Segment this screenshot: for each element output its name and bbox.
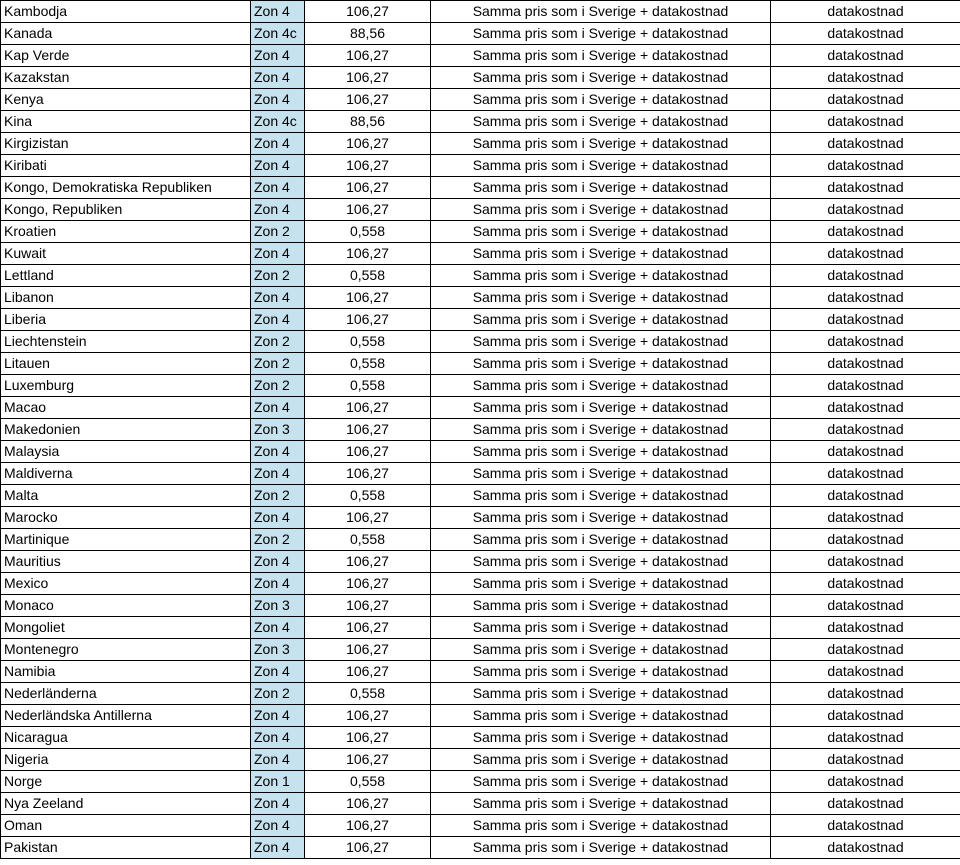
price-cell: 0,558 (305, 265, 431, 287)
description-cell: Samma pris som i Sverige + datakostnad (431, 265, 771, 287)
table-row (1, 573, 960, 595)
data-cost-cell: datakostnad (771, 573, 960, 595)
table-row (1, 551, 960, 573)
description-cell: Samma pris som i Sverige + datakostnad (431, 727, 771, 749)
zone-cell: Zon 2 (251, 221, 305, 243)
country-cell: Kazakstan (1, 67, 251, 89)
data-cost-cell: datakostnad (771, 551, 960, 573)
data-cost-cell: datakostnad (771, 595, 960, 617)
data-cost-cell: datakostnad (771, 133, 960, 155)
zone-cell: Zon 2 (251, 353, 305, 375)
price-cell: 88,56 (305, 23, 431, 45)
table-row (1, 155, 960, 177)
price-cell: 106,27 (305, 661, 431, 683)
table-row (1, 485, 960, 507)
price-cell: 0,558 (305, 331, 431, 353)
zone-cell: Zon 2 (251, 265, 305, 287)
country-cell: Nya Zeeland (1, 793, 251, 815)
price-cell: 0,558 (305, 529, 431, 551)
data-cost-cell: datakostnad (771, 221, 960, 243)
data-cost-cell: datakostnad (771, 67, 960, 89)
table-row (1, 837, 960, 859)
description-cell: Samma pris som i Sverige + datakostnad (431, 419, 771, 441)
country-cell: Nederländska Antillerna (1, 705, 251, 727)
price-cell: 106,27 (305, 199, 431, 221)
zone-cell: Zon 4 (251, 199, 305, 221)
data-cost-cell: datakostnad (771, 793, 960, 815)
zone-cell: Zon 4 (251, 815, 305, 837)
country-cell: Macao (1, 397, 251, 419)
description-cell: Samma pris som i Sverige + datakostnad (431, 683, 771, 705)
country-cell: Kiribati (1, 155, 251, 177)
country-cell: Makedonien (1, 419, 251, 441)
price-cell: 106,27 (305, 551, 431, 573)
country-cell: Kambodja (1, 1, 251, 23)
country-cell: Luxemburg (1, 375, 251, 397)
country-cell: Monaco (1, 595, 251, 617)
country-cell: Mexico (1, 573, 251, 595)
table-row (1, 243, 960, 265)
country-cell: Kroatien (1, 221, 251, 243)
description-cell: Samma pris som i Sverige + datakostnad (431, 177, 771, 199)
zone-cell: Zon 4 (251, 287, 305, 309)
table-body (1, 1, 960, 859)
description-cell: Samma pris som i Sverige + datakostnad (431, 837, 771, 859)
table-row (1, 111, 960, 133)
data-cost-cell: datakostnad (771, 331, 960, 353)
zone-cell: Zon 3 (251, 595, 305, 617)
data-cost-cell: datakostnad (771, 155, 960, 177)
data-cost-cell: datakostnad (771, 353, 960, 375)
table-row (1, 221, 960, 243)
data-cost-cell: datakostnad (771, 749, 960, 771)
table-row (1, 683, 960, 705)
zone-cell: Zon 2 (251, 683, 305, 705)
table-row (1, 793, 960, 815)
data-cost-cell: datakostnad (771, 177, 960, 199)
country-cell: Kap Verde (1, 45, 251, 67)
price-cell: 0,558 (305, 683, 431, 705)
data-cost-cell: datakostnad (771, 45, 960, 67)
price-cell: 106,27 (305, 67, 431, 89)
data-cost-cell: datakostnad (771, 89, 960, 111)
price-cell: 106,27 (305, 815, 431, 837)
data-cost-cell: datakostnad (771, 507, 960, 529)
description-cell: Samma pris som i Sverige + datakostnad (431, 749, 771, 771)
price-cell: 106,27 (305, 133, 431, 155)
data-cost-cell: datakostnad (771, 771, 960, 793)
country-cell: Kanada (1, 23, 251, 45)
description-cell: Samma pris som i Sverige + datakostnad (431, 617, 771, 639)
price-cell: 0,558 (305, 221, 431, 243)
table-row (1, 661, 960, 683)
country-cell: Oman (1, 815, 251, 837)
table-row (1, 199, 960, 221)
table-row (1, 419, 960, 441)
price-cell: 106,27 (305, 617, 431, 639)
zone-cell: Zon 4 (251, 45, 305, 67)
description-cell: Samma pris som i Sverige + datakostnad (431, 111, 771, 133)
description-cell: Samma pris som i Sverige + datakostnad (431, 23, 771, 45)
price-cell: 106,27 (305, 1, 431, 23)
country-cell: Nederländerna (1, 683, 251, 705)
price-cell: 0,558 (305, 353, 431, 375)
country-cell: Norge (1, 771, 251, 793)
description-cell: Samma pris som i Sverige + datakostnad (431, 155, 771, 177)
table-row (1, 463, 960, 485)
price-cell: 106,27 (305, 155, 431, 177)
country-cell: Namibia (1, 661, 251, 683)
description-cell: Samma pris som i Sverige + datakostnad (431, 485, 771, 507)
zone-cell: Zon 4 (251, 441, 305, 463)
country-cell: Malta (1, 485, 251, 507)
data-cost-cell: datakostnad (771, 683, 960, 705)
zone-cell: Zon 3 (251, 419, 305, 441)
table-row (1, 441, 960, 463)
zone-cell: Zon 4 (251, 573, 305, 595)
description-cell: Samma pris som i Sverige + datakostnad (431, 133, 771, 155)
zone-cell: Zon 4 (251, 67, 305, 89)
country-cell: Montenegro (1, 639, 251, 661)
table-row (1, 617, 960, 639)
price-cell: 106,27 (305, 177, 431, 199)
zone-cell: Zon 4 (251, 463, 305, 485)
table-row (1, 89, 960, 111)
price-cell: 106,27 (305, 243, 431, 265)
table-row (1, 815, 960, 837)
data-cost-cell: datakostnad (771, 111, 960, 133)
country-cell: Kongo, Republiken (1, 199, 251, 221)
table-row (1, 529, 960, 551)
description-cell: Samma pris som i Sverige + datakostnad (431, 705, 771, 727)
country-cell: Litauen (1, 353, 251, 375)
price-cell: 106,27 (305, 89, 431, 111)
table-row (1, 507, 960, 529)
country-cell: Kongo, Demokratiska Republiken (1, 177, 251, 199)
data-cost-cell: datakostnad (771, 705, 960, 727)
table-row (1, 749, 960, 771)
zone-cell: Zon 4 (251, 243, 305, 265)
data-cost-cell: datakostnad (771, 485, 960, 507)
data-cost-cell: datakostnad (771, 243, 960, 265)
zone-cell: Zon 4c (251, 111, 305, 133)
description-cell: Samma pris som i Sverige + datakostnad (431, 639, 771, 661)
description-cell: Samma pris som i Sverige + datakostnad (431, 529, 771, 551)
price-cell: 106,27 (305, 639, 431, 661)
zone-cell: Zon 4 (251, 397, 305, 419)
description-cell: Samma pris som i Sverige + datakostnad (431, 573, 771, 595)
description-cell: Samma pris som i Sverige + datakostnad (431, 397, 771, 419)
data-cost-cell: datakostnad (771, 265, 960, 287)
price-cell: 106,27 (305, 793, 431, 815)
table-row (1, 177, 960, 199)
zone-cell: Zon 4 (251, 793, 305, 815)
data-cost-cell: datakostnad (771, 287, 960, 309)
table-row (1, 331, 960, 353)
price-cell: 106,27 (305, 309, 431, 331)
price-cell: 106,27 (305, 397, 431, 419)
data-cost-cell: datakostnad (771, 661, 960, 683)
zone-cell: Zon 4 (251, 155, 305, 177)
zone-cell: Zon 4 (251, 507, 305, 529)
zone-cell: Zon 4 (251, 89, 305, 111)
zone-cell: Zon 3 (251, 639, 305, 661)
price-cell: 88,56 (305, 111, 431, 133)
price-cell: 106,27 (305, 463, 431, 485)
zone-cell: Zon 4c (251, 23, 305, 45)
zone-cell: Zon 4 (251, 1, 305, 23)
zone-cell: Zon 1 (251, 771, 305, 793)
description-cell: Samma pris som i Sverige + datakostnad (431, 771, 771, 793)
data-cost-cell: datakostnad (771, 639, 960, 661)
zone-cell: Zon 4 (251, 177, 305, 199)
country-cell: Pakistan (1, 837, 251, 859)
price-cell: 106,27 (305, 419, 431, 441)
description-cell: Samma pris som i Sverige + datakostnad (431, 595, 771, 617)
description-cell: Samma pris som i Sverige + datakostnad (431, 793, 771, 815)
data-cost-cell: datakostnad (771, 1, 960, 23)
country-cell: Kenya (1, 89, 251, 111)
price-cell: 0,558 (305, 485, 431, 507)
description-cell: Samma pris som i Sverige + datakostnad (431, 375, 771, 397)
country-cell: Libanon (1, 287, 251, 309)
data-cost-cell: datakostnad (771, 441, 960, 463)
table-row (1, 353, 960, 375)
data-cost-cell: datakostnad (771, 397, 960, 419)
zone-cell: Zon 4 (251, 727, 305, 749)
zone-cell: Zon 4 (251, 661, 305, 683)
data-cost-cell: datakostnad (771, 463, 960, 485)
country-cell: Nicaragua (1, 727, 251, 749)
zone-cell: Zon 4 (251, 309, 305, 331)
price-cell: 106,27 (305, 749, 431, 771)
price-cell: 106,27 (305, 595, 431, 617)
table-row (1, 1, 960, 23)
zone-cell: Zon 2 (251, 529, 305, 551)
price-cell: 106,27 (305, 45, 431, 67)
description-cell: Samma pris som i Sverige + datakostnad (431, 331, 771, 353)
description-cell: Samma pris som i Sverige + datakostnad (431, 463, 771, 485)
description-cell: Samma pris som i Sverige + datakostnad (431, 45, 771, 67)
price-cell: 106,27 (305, 837, 431, 859)
price-cell: 106,27 (305, 705, 431, 727)
table-row (1, 375, 960, 397)
table-row (1, 45, 960, 67)
table-row (1, 133, 960, 155)
zone-cell: Zon 4 (251, 133, 305, 155)
description-cell: Samma pris som i Sverige + datakostnad (431, 661, 771, 683)
data-cost-cell: datakostnad (771, 837, 960, 859)
data-cost-cell: datakostnad (771, 727, 960, 749)
price-cell: 106,27 (305, 573, 431, 595)
country-cell: Liechtenstein (1, 331, 251, 353)
zone-cell: Zon 4 (251, 837, 305, 859)
country-cell: Malaysia (1, 441, 251, 463)
country-cell: Kina (1, 111, 251, 133)
country-cell: Lettland (1, 265, 251, 287)
table-row (1, 771, 960, 793)
zone-cell: Zon 4 (251, 551, 305, 573)
price-cell: 106,27 (305, 727, 431, 749)
price-cell: 106,27 (305, 441, 431, 463)
country-cell: Kirgizistan (1, 133, 251, 155)
country-cell: Marocko (1, 507, 251, 529)
table-row (1, 595, 960, 617)
description-cell: Samma pris som i Sverige + datakostnad (431, 221, 771, 243)
country-cell: Martinique (1, 529, 251, 551)
zone-cell: Zon 4 (251, 749, 305, 771)
description-cell: Samma pris som i Sverige + datakostnad (431, 89, 771, 111)
description-cell: Samma pris som i Sverige + datakostnad (431, 309, 771, 331)
data-cost-cell: datakostnad (771, 815, 960, 837)
description-cell: Samma pris som i Sverige + datakostnad (431, 243, 771, 265)
country-cell: Kuwait (1, 243, 251, 265)
description-cell: Samma pris som i Sverige + datakostnad (431, 815, 771, 837)
data-cost-cell: datakostnad (771, 419, 960, 441)
description-cell: Samma pris som i Sverige + datakostnad (431, 441, 771, 463)
table-row (1, 309, 960, 331)
country-cell: Nigeria (1, 749, 251, 771)
description-cell: Samma pris som i Sverige + datakostnad (431, 507, 771, 529)
table-row (1, 639, 960, 661)
zone-cell: Zon 2 (251, 375, 305, 397)
zone-cell: Zon 2 (251, 331, 305, 353)
zone-cell: Zon 2 (251, 485, 305, 507)
description-cell: Samma pris som i Sverige + datakostnad (431, 287, 771, 309)
description-cell: Samma pris som i Sverige + datakostnad (431, 199, 771, 221)
price-cell: 106,27 (305, 287, 431, 309)
table-row (1, 265, 960, 287)
table-row (1, 727, 960, 749)
data-cost-cell: datakostnad (771, 617, 960, 639)
country-cell: Maldiverna (1, 463, 251, 485)
data-cost-cell: datakostnad (771, 529, 960, 551)
country-cell: Mauritius (1, 551, 251, 573)
description-cell: Samma pris som i Sverige + datakostnad (431, 67, 771, 89)
country-cell: Mongoliet (1, 617, 251, 639)
data-cost-cell: datakostnad (771, 199, 960, 221)
price-cell: 106,27 (305, 507, 431, 529)
table-row (1, 705, 960, 727)
data-cost-cell: datakostnad (771, 375, 960, 397)
price-cell: 0,558 (305, 375, 431, 397)
price-cell: 0,558 (305, 771, 431, 793)
table-row (1, 287, 960, 309)
table-row (1, 23, 960, 45)
description-cell: Samma pris som i Sverige + datakostnad (431, 551, 771, 573)
data-cost-cell: datakostnad (771, 23, 960, 45)
data-cost-cell: datakostnad (771, 309, 960, 331)
table-row (1, 397, 960, 419)
table-row (1, 67, 960, 89)
country-cell: Liberia (1, 309, 251, 331)
zone-cell: Zon 4 (251, 617, 305, 639)
description-cell: Samma pris som i Sverige + datakostnad (431, 1, 771, 23)
description-cell: Samma pris som i Sverige + datakostnad (431, 353, 771, 375)
zone-cell: Zon 4 (251, 705, 305, 727)
